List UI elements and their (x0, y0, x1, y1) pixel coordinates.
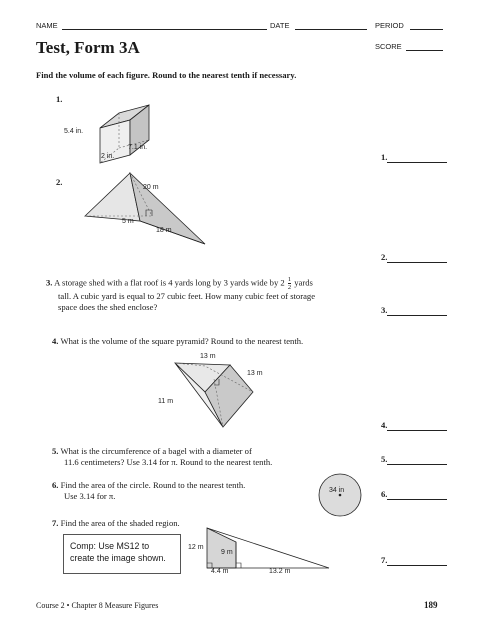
q6-line2: Use 3.14 for π. (64, 491, 116, 501)
q3-number: 3. (46, 277, 53, 288)
name-label: NAME (36, 21, 58, 30)
q1-number: 1. (56, 94, 63, 104)
q1-width-label: 2 in. (101, 153, 115, 160)
q7-inner-height-label: 9 m (221, 549, 233, 556)
q5-line1: What is the circumference of a bagel with a diameter of (60, 446, 252, 456)
answer-line-7[interactable] (387, 565, 447, 566)
q1-height-label: 5.4 in. (64, 128, 84, 135)
q3-fraction-denominator: 2 (287, 284, 292, 291)
q1-length-label: 7.1 in. (128, 144, 148, 151)
period-line[interactable] (410, 29, 443, 30)
q3-text (46, 276, 376, 313)
name-line[interactable] (62, 29, 267, 30)
answer-line-5[interactable] (387, 464, 447, 465)
footer-course: Course 2 • Chapter 8 Measure Figures (36, 601, 159, 610)
answer-label-4: 4. (381, 420, 388, 430)
q4-top-label: 13 m (200, 353, 216, 360)
answer-label-3: 3. (381, 305, 388, 315)
score-line[interactable] (406, 50, 443, 51)
q7-number: 7. (52, 518, 59, 528)
comp-note (63, 534, 181, 574)
q3-line2: tall. A cubic yard is equal to 27 cubic feet. How many cubic feet of storage (58, 291, 316, 301)
q6-circle-label: 34 in (329, 487, 345, 494)
q5-text (52, 446, 272, 468)
q3-fraction-numerator: 1 (287, 276, 292, 283)
page-title: Test, Form 3A (36, 38, 140, 57)
q7-question: Find the area of the shaded region. (60, 518, 180, 528)
q2-height-label: 18 m (156, 227, 172, 234)
q2-base-a-label: 20 m (143, 184, 159, 191)
q3-line1-suffix: yards (294, 277, 313, 288)
answer-label-1: 1. (381, 152, 388, 162)
q4-height-label: 11 m (158, 398, 174, 405)
q2-base-b-label: 5 m (122, 218, 134, 225)
q5-line2: 11.6 centimeters? Use 3.14 for π. Round to the nearest tenth. (64, 457, 273, 467)
q4-slant-label: 13 m (247, 370, 263, 377)
answer-label-6: 6. (381, 489, 388, 499)
answer-line-2[interactable] (387, 262, 447, 263)
rectangular-prism-figure (92, 80, 252, 170)
q6-text (52, 480, 245, 502)
q5-number: 5. (52, 446, 59, 456)
answer-label-5: 5. (381, 454, 388, 464)
period-label: PERIOD (375, 21, 404, 30)
date-line[interactable] (295, 29, 367, 30)
comp-note-line1: Comp: Use MS12 to (70, 541, 150, 551)
q6-number: 6. (52, 480, 59, 490)
q2-number: 2. (56, 177, 63, 187)
q4-number: 4. (52, 336, 59, 346)
answer-line-3[interactable] (387, 315, 447, 316)
square-pyramid-figure (165, 357, 305, 447)
q4-question: What is the volume of the square pyramid? Round to the nearest tenth. (60, 336, 304, 346)
instructions: Find the volume of each figure. Round to the nearest tenth if necessary. (36, 70, 297, 80)
answer-label-7: 7. (381, 555, 388, 565)
q4-text (52, 336, 303, 347)
page-number: 189 (424, 600, 438, 610)
q7-base-right-label: 13.2 m (269, 568, 291, 575)
circle-figure (318, 473, 368, 523)
answer-line-1[interactable] (387, 162, 447, 163)
comp-note-line2: create the image shown. (70, 553, 166, 563)
q6-line1: Find the area of the circle. Round to the nearest tenth. (60, 480, 246, 490)
answer-line-6[interactable] (387, 499, 447, 500)
q7-base-left-label: 4.4 m (211, 568, 229, 575)
q7-text (52, 518, 180, 529)
q3-fraction (288, 276, 291, 291)
q3-line3: space does the shed enclose? (58, 302, 158, 312)
answer-label-2: 2. (381, 252, 388, 262)
date-label: DATE (270, 21, 290, 30)
q7-outer-height-label: 12 m (188, 544, 204, 551)
q3-line1-prefix: A storage shed with a flat roof is 4 yards long by 3 yards wide by 2 (54, 277, 285, 288)
triangular-pyramid-figure (80, 166, 220, 256)
score-label: SCORE (375, 42, 402, 51)
answer-line-4[interactable] (387, 430, 447, 431)
